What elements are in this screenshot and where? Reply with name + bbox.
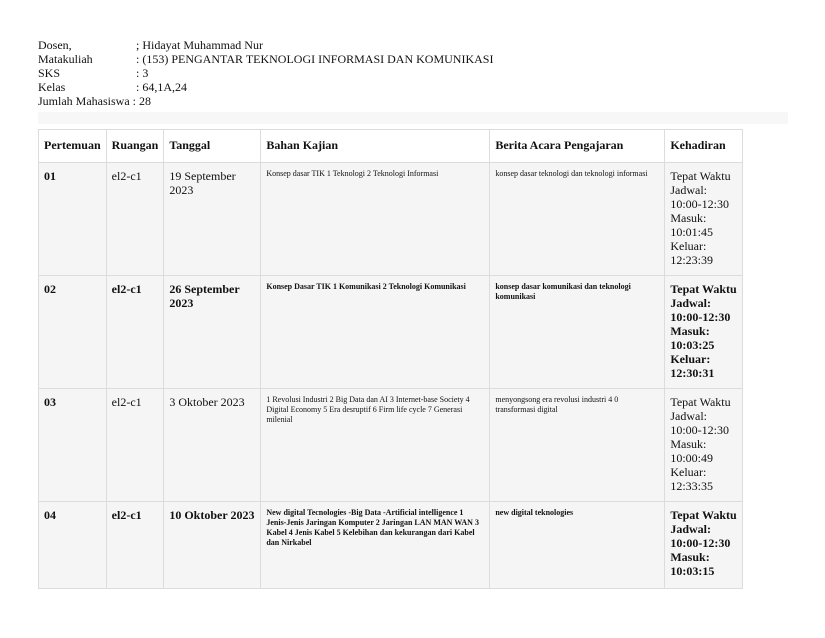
kelas-value: : 64,1A,24	[136, 80, 187, 94]
kehadiran-keluar-value: 12:23:39	[670, 253, 714, 267]
table-row	[39, 163, 743, 276]
kehadiran-keluar-value: 12:33:35	[670, 479, 714, 493]
table-row	[39, 389, 743, 502]
col-header-bahan-kajian: Bahan Kajian	[261, 130, 490, 163]
col-header-berita-acara: Berita Acara Pengajaran	[490, 130, 665, 163]
cell-ruangan: el2-c1	[106, 502, 164, 589]
jumlah-row	[38, 94, 493, 108]
dosen-label: Dosen,	[38, 38, 72, 52]
matakuliah-value: : (153) PENGANTAR TEKNOLOGI INFORMASI DAN KOMUNIKASI	[136, 52, 494, 66]
cell-ruangan: el2-c1	[106, 163, 164, 276]
cell-pertemuan: 01	[39, 163, 107, 276]
cell-bahan-kajian: New digital Tecnologies -Big Data -Artificial intelligence 1 Jenis-Jenis Jaringan Komputer 2 Jaringan LAN MAN WAN 3 Kabel 4 Jenis Kabel 5 Kelebihan dan kekurangan dari Kabel dan Nirkabel	[261, 502, 490, 589]
kehadiran-masuk-label: Masuk:	[670, 550, 710, 564]
cell-kehadiran	[665, 276, 743, 389]
kehadiran-masuk-label: Masuk:	[670, 437, 707, 451]
col-header-ruangan: Ruangan	[106, 130, 164, 163]
dosen-row	[38, 38, 493, 52]
cell-kehadiran	[665, 163, 743, 276]
cell-pertemuan: 02	[39, 276, 107, 389]
col-header-pertemuan: Pertemuan	[39, 130, 107, 163]
dosen-value: ; Hidayat Muhammad Nur	[136, 38, 263, 52]
kehadiran-jadwal-label: Jadwal:	[670, 522, 712, 536]
cell-berita-acara: konsep dasar komunikasi dan teknologi komunikasi	[490, 276, 665, 389]
cell-tanggal: 10 Oktober 2023	[164, 502, 261, 589]
cell-berita-acara: menyongsong era revolusi industri 4 0 transformasi digital	[490, 389, 665, 502]
cell-kehadiran	[665, 389, 743, 502]
kehadiran-status: Tepat Waktu	[670, 282, 737, 296]
kehadiran-masuk-value: 10:03:15	[670, 564, 715, 578]
cell-kehadiran	[665, 502, 743, 589]
cell-tanggal: 19 September 2023	[164, 163, 261, 276]
kehadiran-keluar-label: Keluar:	[670, 465, 707, 479]
jumlah-label: Jumlah Mahasiswa	[38, 94, 130, 108]
cell-berita-acara: new digital teknologies	[490, 502, 665, 589]
kelas-row	[38, 80, 493, 94]
sks-label: SKS	[38, 66, 61, 80]
cell-tanggal: 3 Oktober 2023	[164, 389, 261, 502]
kehadiran-jadwal-value: 10:00-12:30	[670, 310, 731, 324]
cell-berita-acara: konsep dasar teknologi dan teknologi informasi	[490, 163, 665, 276]
kehadiran-masuk-label: Masuk:	[670, 211, 707, 225]
kehadiran-keluar-value: 12:30:31	[670, 366, 715, 380]
cell-ruangan: el2-c1	[106, 389, 164, 502]
cell-bahan-kajian: Konsep Dasar TIK 1 Komunikasi 2 Teknologi Komunikasi	[261, 276, 490, 389]
kehadiran-jadwal-label: Jadwal:	[670, 183, 707, 197]
cell-ruangan: el2-c1	[106, 276, 164, 389]
kehadiran-keluar-label: Keluar:	[670, 239, 707, 253]
kelas-label: Kelas	[38, 80, 66, 94]
cell-pertemuan: 04	[39, 502, 107, 589]
cell-bahan-kajian: 1 Revolusi Industri 2 Big Data dan AI 3 Internet-base Society 4 Digital Economy 5 Era desruptif 6 Firm life cycle 7 Generasi milenial	[261, 389, 490, 502]
matakuliah-label: Matakuliah	[38, 52, 93, 66]
table-row	[39, 276, 743, 389]
table-row	[39, 502, 743, 589]
kehadiran-masuk-value: 10:03:25	[670, 338, 715, 352]
kehadiran-masuk-label: Masuk:	[670, 324, 710, 338]
col-header-tanggal: Tanggal	[164, 130, 261, 163]
cell-pertemuan: 03	[39, 389, 107, 502]
kehadiran-status: Tepat Waktu	[670, 395, 731, 409]
kehadiran-status: Tepat Waktu	[670, 169, 731, 183]
kehadiran-jadwal-value: 10:00-12:30	[670, 423, 730, 437]
sks-row	[38, 66, 493, 80]
kehadiran-jadwal-value: 10:00-12:30	[670, 197, 730, 211]
kehadiran-masuk-value: 10:01:45	[670, 225, 714, 239]
course-info	[38, 38, 493, 108]
sks-value: : 3	[136, 66, 149, 80]
kehadiran-masuk-value: 10:00:49	[670, 451, 714, 465]
table-header-row	[39, 130, 743, 163]
jumlah-value: : 28	[132, 94, 151, 108]
cell-tanggal: 26 September 2023	[164, 276, 261, 389]
cell-bahan-kajian: Konsep dasar TIK 1 Teknologi 2 Teknologi Informasi	[261, 163, 490, 276]
separator-band	[38, 112, 788, 124]
kehadiran-jadwal-label: Jadwal:	[670, 296, 712, 310]
kehadiran-jadwal-value: 10:00-12:30	[670, 536, 731, 550]
col-header-kehadiran: Kehadiran	[665, 130, 743, 163]
matakuliah-row	[38, 52, 493, 66]
kehadiran-status: Tepat Waktu	[670, 508, 737, 522]
kehadiran-keluar-label: Keluar:	[670, 352, 711, 366]
schedule-table	[38, 129, 743, 589]
kehadiran-jadwal-label: Jadwal:	[670, 409, 707, 423]
